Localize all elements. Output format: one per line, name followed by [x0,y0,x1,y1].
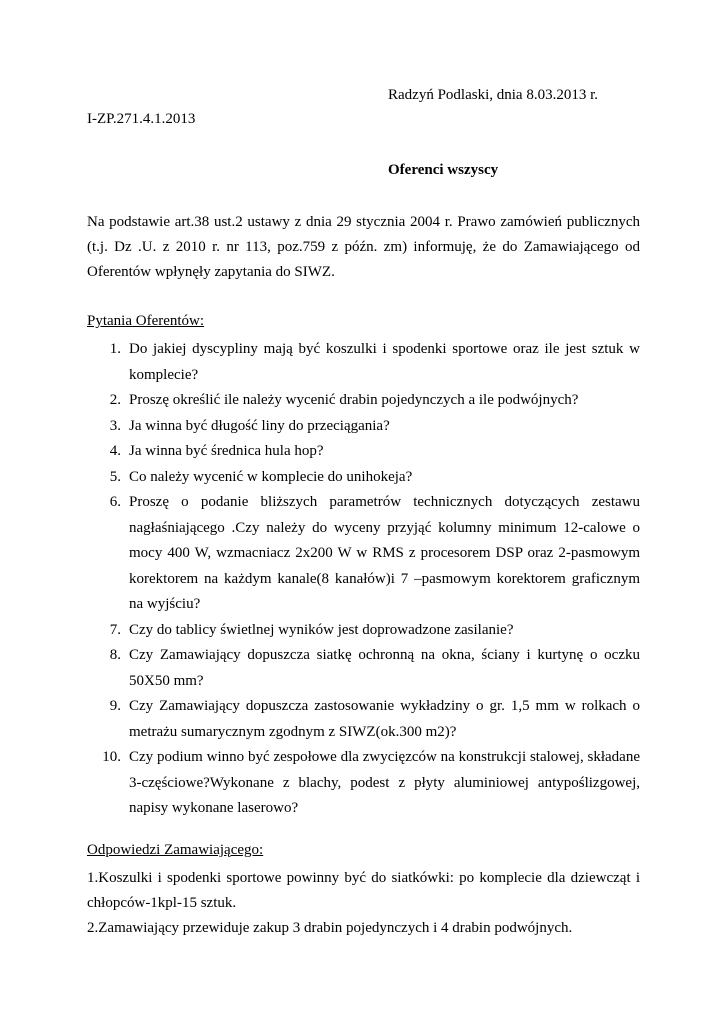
item-text: Do jakiej dyscypliny mają być koszulki i spodenki sportowe oraz ile jest sztuk w komplecie? [129,341,640,383]
list-item [87,618,640,644]
list-item [87,745,640,822]
item-text: Czy Zamawiający dopuszcza siatkę ochronną na okna, ściany i kurtynę o oczku 50X50 mm? [129,647,640,689]
item-number: 1. [109,341,121,357]
item-text: Czy Zamawiający dopuszcza zastosowanie wykładziny o gr. 1,5 mm w rolkach o metrażu sumarycznym zgodnym z SIWZ(ok.300 m2)? [129,698,640,740]
item-text: Ja winna być średnica hula hop? [129,443,324,459]
item-number: 6. [109,494,121,510]
item-number: 9. [109,698,121,714]
list-item [87,337,640,388]
item-number: 7. [109,621,121,638]
answer-item: 1.Koszulki i spodenki sportowe powinny być do siatkówki: po komplecie dla dziewcząt i chłopców-1kpl-15 sztuk. [87,870,640,911]
item-text: Proszę o podanie bliższych parametrów technicznych dotyczących zestawu nagłaśniającego .Czy należy do wyceny przyjąć kolumny minimum 12-calowe o mocy 400 W, wzmacniacz 2x200 W w RMS z procesorem DSP oraz 2-pasmowym korektorem na każdym kanale(8 kanałów)i 7 –pasmowym korektorem graficznym na wyjściu? [129,494,640,612]
list-item [87,643,640,694]
item-text: Czy do tablicy świetlnej wyników jest doprowadzone zasilanie? [129,621,514,638]
answers-list [87,866,640,941]
item-text: Czy podium winno być zespołowe dla zwycięzców na konstrukcji stalowej, składane 3-częściowe?Wykonane z blachy, podest z płyty aluminiowej antypoślizgowej, napisy wykonane laserowo? [129,749,640,816]
list-item [87,490,640,618]
item-number: 8. [109,647,121,663]
item-number: 4. [109,443,121,459]
questions-list [87,337,640,822]
item-number: 10. [102,749,121,765]
item-number: 5. [109,468,121,485]
item-text: Proszę określić ile należy wycenić drabin pojedynczych a ile podwójnych? [129,392,579,408]
item-number: 3. [109,417,121,434]
list-item [87,439,640,465]
answers-heading: Odpowiedzi Zamawiającego: [87,842,264,858]
answer-item: 2.Zamawiający przewiduje zakup 3 drabin pojedynczych i 4 drabin podwójnych. [87,920,573,936]
list-item [87,388,640,414]
questions-heading: Pytania Oferentów: [87,313,205,329]
intro-paragraph: Na podstawie art.38 ust.2 ustawy z dnia 29 stycznia 2004 r. Prawo zamówień publicznych (t.j. Dz .U. z 2010 r. nr 113, poz.759 z późn. zm) informuję, że do Zamawiającego od Oferentów wpłynęły zapytania do SIWZ. [87,214,640,280]
date-line: Radzyń Podlaski, dnia 8.03.2013 r. [388,87,598,103]
addressee: Oferenci wszyscy [388,162,499,178]
list-item [87,414,640,440]
reference-number: I-ZP.271.4.1.2013 [87,111,196,127]
item-text: Co należy wycenić w komplecie do unihokeja? [129,468,413,485]
item-text: Ja winna być długość liny do przeciągania? [129,417,390,434]
item-number: 2. [109,392,121,408]
list-item [87,465,640,491]
list-item [87,694,640,745]
